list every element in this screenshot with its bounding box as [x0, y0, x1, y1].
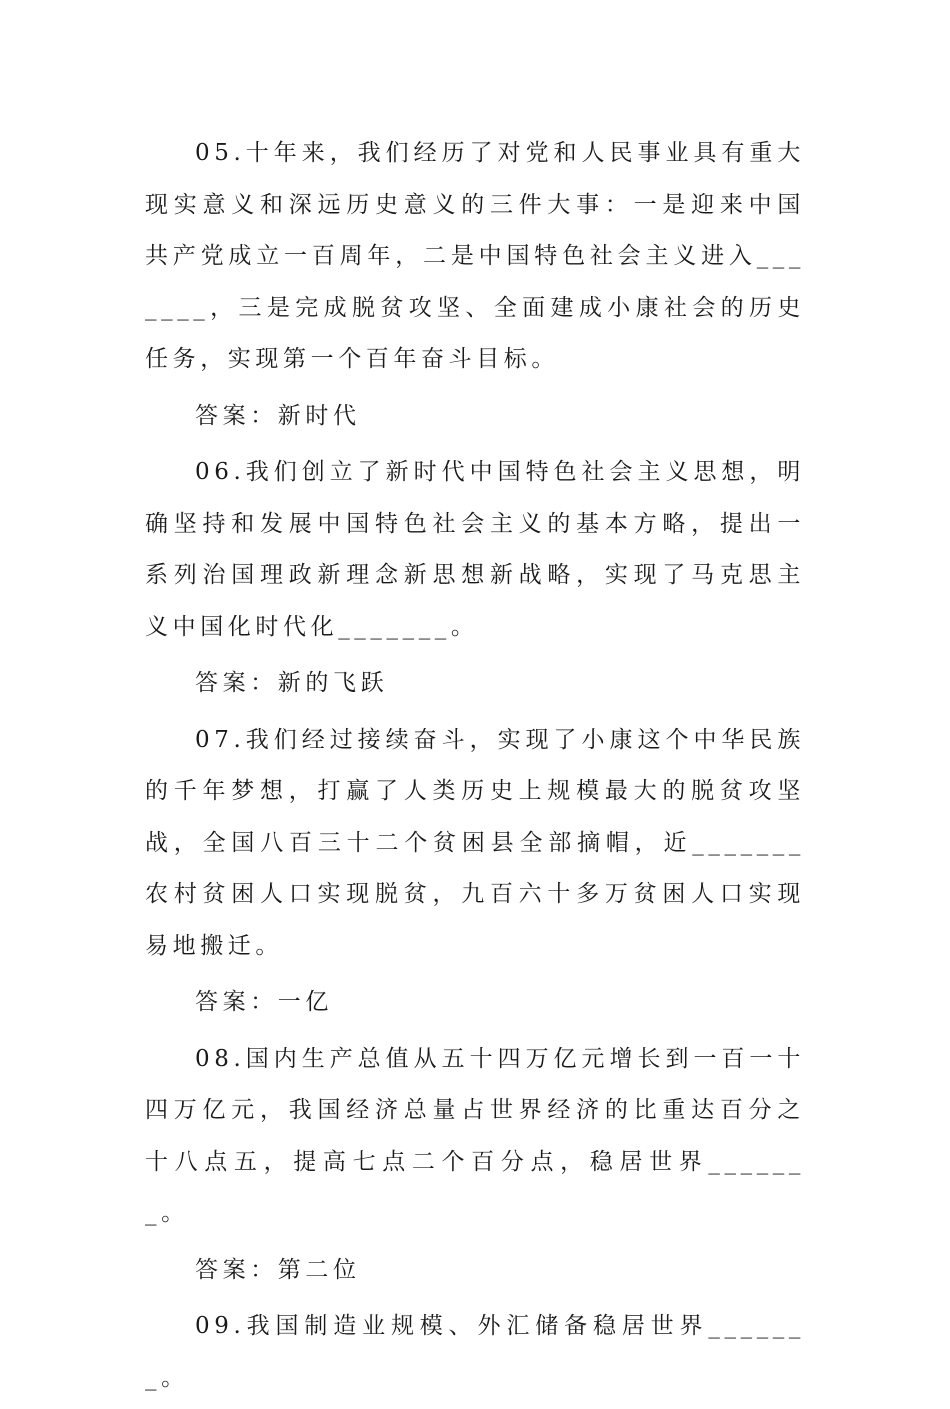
answer-08: 答案：第二位	[195, 1256, 361, 1283]
question-07: 07.我们经过接续奋斗，实现了小康这个中华民族的千年梦想，打赢了人类历史上规模最大的脱贫攻坚战，全国八百三十二个贫困县全部摘帽，近_______农村贫困人口实现脱贫，九百六十多万贫困人口实现易地搬迁。	[145, 726, 805, 959]
document-page	[145, 128, 805, 1409]
question-09: 09.我国制造业规模、外汇储备稳居世界_______。	[145, 1313, 805, 1391]
answer-05: 答案：新时代	[195, 402, 361, 429]
question-08: 08.国内生产总值从五十四万亿元增长到一百一十四万亿元，我国经济总量占世界经济的比重达百分之十八点五，提高七点二个百分点，稳居世界_______。	[145, 1045, 805, 1226]
answer-06: 答案：新的飞跃	[195, 670, 389, 696]
question-06: 06.我们创立了新时代中国特色社会主义思想，明确坚持和发展中国特色社会主义的基本方略，提出一系列治国理政新理念新思想新战略，实现了马克思主义中国化时代化_______。	[145, 459, 805, 640]
answer-07: 答案：一亿	[195, 989, 333, 1015]
question-05: 05.十年来，我们经历了对党和人民事业具有重大现实意义和深远历史意义的三件大事：一是迎来中国共产党成立一百周年，二是中国特色社会主义进入_______，三是完成脱贫攻坚、全面建成小康社会的历史任务，实现第一个百年奋斗目标。	[145, 140, 805, 372]
